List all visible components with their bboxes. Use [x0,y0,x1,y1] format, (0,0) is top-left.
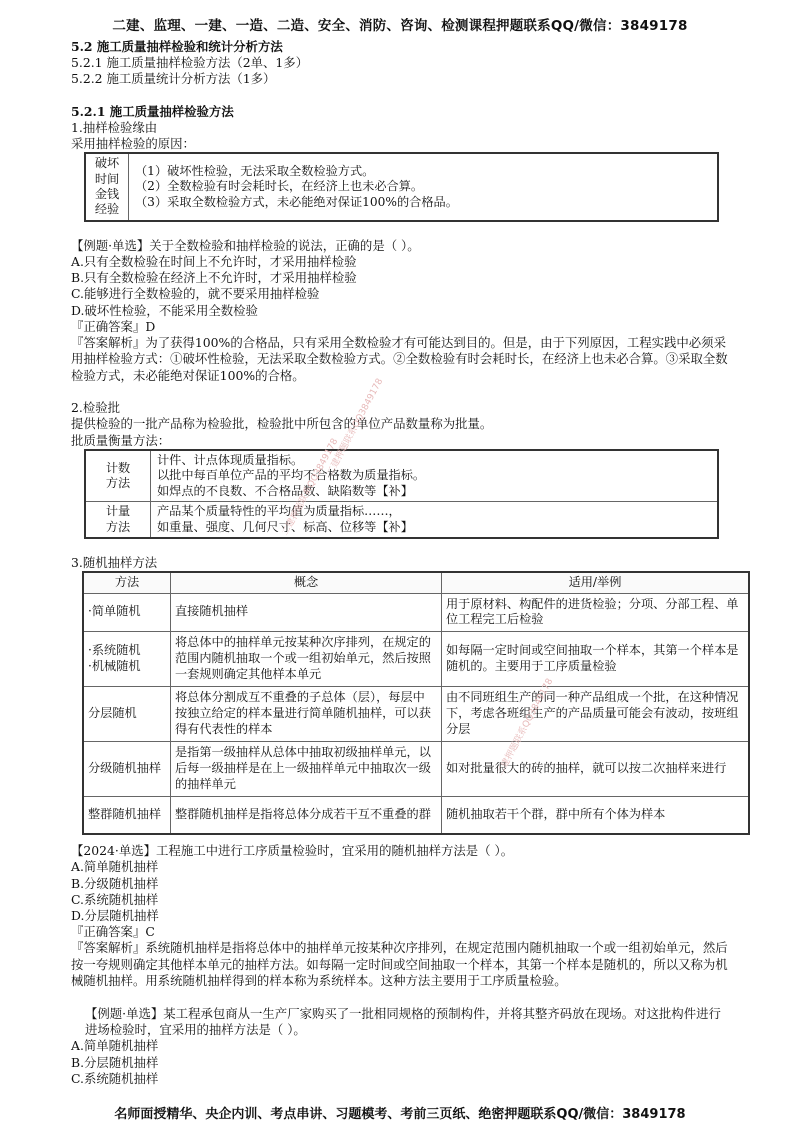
measure-row-variable [85,502,718,538]
method-cell [83,796,171,834]
example2-option-a: A.简单随机抽样 [71,859,159,875]
example1-option-b: B.只有全数检验在经济上不允许时，才采用抽样检验 [71,270,357,286]
concept-cell: 直接随机抽样 [171,593,442,631]
col-header-example: 适用/举例 [442,572,750,593]
method-name: ·系统随机 [88,643,141,658]
example-cell: 随机抽取若干个群，群中所有个体为样本 [442,796,750,834]
subheading-random-sampling: 3.随机抽样方法 [71,554,158,570]
measure-line: 以批中每百单位产品的平均不合格数为质量指标。 [157,468,426,483]
example1-option-c: C.能够进行全数检验的，就不要采用抽样检验 [71,286,320,302]
example-cell: 如每隔一定时间或空间抽取一个样本，其第一个样本是随机的。主要用于工序质量检验 [442,631,750,686]
quality-measure-table [84,449,719,539]
keyword-experience: 经验 [94,202,120,217]
document-body [71,39,739,1087]
reason-keywords [85,153,129,221]
table-row [83,631,749,686]
measure-line: 如焊点的不良数、不合格品数、缺陷数等【补】 [157,483,413,498]
method-name: ·机械随机 [88,658,141,673]
table-row [83,686,749,741]
measure-key-line: 方法 [105,476,131,490]
measure-line: 计件、计点体现质量指标。 [157,452,304,467]
table-row [83,593,749,631]
example2-option-c: C.系统随机抽样 [71,891,159,907]
example2-question: 【2024·单选】工程施工中进行工序质量检验时，宜采用的随机抽样方法是（ ）。 [71,843,514,859]
measure-desc [151,450,719,502]
col-header-concept: 概念 [171,572,442,593]
measure-desc [151,502,719,538]
example-cell: 用于原材料、构配件的进货检验；分项、分部工程、单位工程完工后检验 [442,593,750,631]
inspection-lot-definition: 提供检验的一批产品称为检验批，检验批中所包含的单位产品数量称为批量。 [71,416,493,432]
subheading-inspection-lot: 2.检验批 [71,400,120,416]
random-sampling-table [82,571,750,835]
subheading-sampling-reason: 1.抽样检验缘由 [71,119,158,135]
table-row [83,796,749,834]
measure-key-line: 计量 [105,504,131,519]
toc-item-5-2-1: 5.2.1 施工质量抽样检验方法（2单、1多） [71,55,309,71]
keyword-time: 时间 [94,171,120,186]
example1-question: 【例题·单选】关于全数检验和抽样检验的说法，正确的是（ ）。 [71,237,420,253]
example3-option-a: A.简单随机抽样 [71,1038,159,1054]
measure-key [85,450,151,502]
method-name: ·简单随机 [88,604,141,619]
measure-row-count [85,450,718,502]
reason-table [84,152,719,222]
example1-option-d: D.破坏性检验，不能采用全数检验 [71,302,258,318]
example2-option-d: D.分层随机抽样 [71,908,159,924]
reason-lines [129,153,719,221]
page-header: 二建、监理、一建、一造、二造、安全、消防、咨询、检测课程押题联系QQ/微信：3849178 [112,18,688,34]
method-cell [83,686,171,741]
watermark: 二建押题联系QQ3849178 [495,677,556,778]
method-name: 分层随机 [88,705,137,720]
reason-line: （2）全数检验有时会耗时长，在经济上也未必合算。 [135,179,424,194]
method-cell [83,741,171,796]
table-row [83,741,749,796]
measure-key [85,502,151,538]
table-header-row [83,572,749,593]
example3-option-c: C.系统随机抽样 [71,1070,159,1086]
measure-key-line: 计数 [105,460,131,475]
example1-answer: 『正确答案』D [71,318,156,334]
measure-key-line: 方法 [105,519,131,534]
method-cell [83,631,171,686]
concept-cell: 是指第一级抽样从总体中抽取初级抽样单元，以后每一级抽样是在上一级抽样单元中抽取次一级的抽样单元 [171,741,442,796]
method-name: 分级随机抽样 [88,760,162,775]
reason-line: （1）破坏性检验，无法采取全数检验方式。 [135,163,375,178]
measure-line: 产品某个质量特性的平均值为质量指标……， [157,504,401,519]
example3-question: 【例题·单选】某工程承包商从一生产厂家购买了一批相同规格的预制构件，并将其整齐码放在现场。对这批构件进行进场检验时，宜采用的抽样方法是（ ）。 [85,1005,721,1038]
keyword-money: 金钱 [94,187,120,202]
example2-analysis: 『答案解析』系统随机抽样是指将总体中的抽样单元按某种次序排列，在规定范围内随机抽取一个或一组初始单元，然后按一夸规则确定其他样本单元的抽样方法。如每隔一定时间或空间抽取一个样本，其第一个样本是随机的，所以又称为机械随机抽样。用系统随机抽样得到的样本称为系统样本。这种方法主要用于工序质量检验。 [71,940,728,989]
watermark: 二建押题联系QQ3849178 [325,377,386,478]
example1-analysis: 『答案解析』为了获得100%的合格品，只有采用全数检验才有可能达到目的。但是，由于下列原因，工程实践中必须采用抽样检验方式：①破坏性检验，无法采取全数检验方式。②全数检验有时会耗时长，在经济上也未必合算。③采取全数检验方式，未必能绝对保证100%的合格。 [71,335,728,383]
method-cell [83,593,171,631]
concept-cell: 将总体分割成互不重叠的子总体（层），每层中按独立给定的样本量进行简单随机抽样，可以获得有代表性的样本 [171,686,442,741]
concept-cell: 整群随机抽样是指将总体分成若干互不重叠的群 [171,796,442,834]
page-footer: 名师面授精华、央企内训、考点串讲、习题模考、考前三页纸、绝密押题联系QQ/微信：3849178 [114,1107,686,1122]
concept-cell: 将总体中的抽样单元按某种次序排列，在规定的范围内随机抽取一个或一组初始单元，然后按照一套规则确定其他样本单元 [171,631,442,686]
toc-item-5-2-2: 5.2.2 施工质量统计分析方法（1多） [71,71,276,87]
measure-line: 如重量、强度、几何尺寸、标高、位移等【补】 [157,519,413,534]
example3-option-b: B.分层随机抽样 [71,1054,159,1070]
section-title-5-2-1: 5.2.1 施工质量抽样检验方法 [71,103,234,119]
example-cell: 由不同班组生产的同一种产品组成一个批，在这种情况下，考虑各班组生产的产品质量可能会有波动，按班组分层 [442,686,750,741]
example1-option-a: A.只有全数检验在时间上不允许时，才采用抽样检验 [71,254,357,270]
example2-answer: 『正确答案』C [71,924,155,940]
quality-measure-intro: 批质量衡量方法： [71,432,171,448]
method-name: 整群随机抽样 [88,807,162,822]
example-cell: 如对批量很大的砖的抽样，就可以按二次抽样来进行 [442,741,750,796]
keyword-destroy: 破坏 [94,156,120,171]
example2-option-b: B.分级随机抽样 [71,875,159,891]
reason-line: （3）采取全数检验方式，未必能绝对保证100%的合格品。 [135,194,458,209]
reason-intro: 采用抽样检验的原因： [71,136,195,152]
watermark: 二建押题联系QQ3849178 [280,437,341,538]
section-title-5-2: 5.2 施工质量抽样检验和统计分析方法 [71,39,283,54]
col-header-method: 方法 [83,572,171,593]
